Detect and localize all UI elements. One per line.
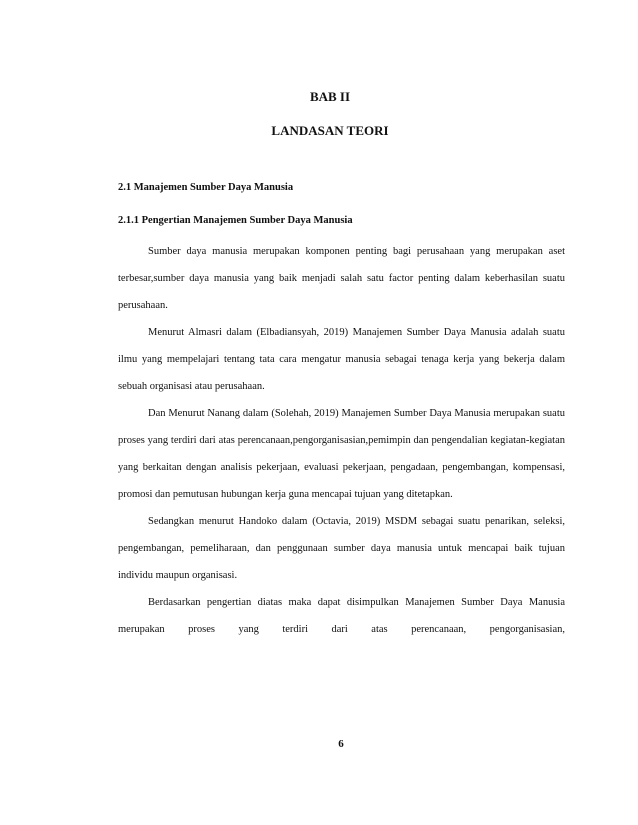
paragraph: Dan Menurut Nanang dalam (Solehah, 2019) Manajemen Sumber Daya Manusia merupakan suatu proses yang terdiri dari atas perencanaan,pengorganisasian,pemimpin dan pengendalian kegiatan-kegiatan yang berkaitan dengan analisis pekerjaan, evaluasi pekerjaan, pengadaan, pengembangan, kompensasi, promosi dan pemutusan hubungan kerja guna mencapai tujuan yang ditetapkan. (118, 408, 565, 500)
section-heading: 2.1 Manajemen Sumber Daya Manusia (118, 182, 294, 193)
body-text (118, 238, 565, 643)
chapter-number: BAB II (309, 89, 351, 104)
paragraph: Sedangkan menurut Handoko dalam (Octavia, 2019) MSDM sebagai suatu penarikan, seleksi, pengembangan, pemeliharaan, dan penggunaan sumber daya manusia untuk mencapai baik tujuan individu maupun organisasi. (118, 516, 565, 581)
subsection-heading: 2.1.1 Pengertian Manajemen Sumber Daya Manusia (118, 215, 353, 226)
chapter-title: LANDASAN TEORI (271, 123, 389, 138)
paragraph: Berdasarkan pengertian diatas maka dapat disimpulkan Manajemen Sumber Daya Manusia merupakan proses yang terdiri dari atas perencanaan, pengorganisasian, (118, 597, 565, 635)
page-number: 6 (338, 738, 344, 750)
paragraph: Sumber daya manusia merupakan komponen penting bagi perusahaan yang merupakan aset terbesar,sumber daya manusia yang baik menjadi salah satu factor penting dalam keberhasilan suatu perusahaan. (118, 246, 565, 311)
paragraph: Menurut Almasri dalam (Elbadiansyah, 2019) Manajemen Sumber Daya Manusia adalah suatu ilmu yang mempelajari tentang tata cara mengatur manusia sebagai tenaga kerja yang bekerja dalam sebuah organisasi atau perusahaan. (118, 327, 565, 392)
